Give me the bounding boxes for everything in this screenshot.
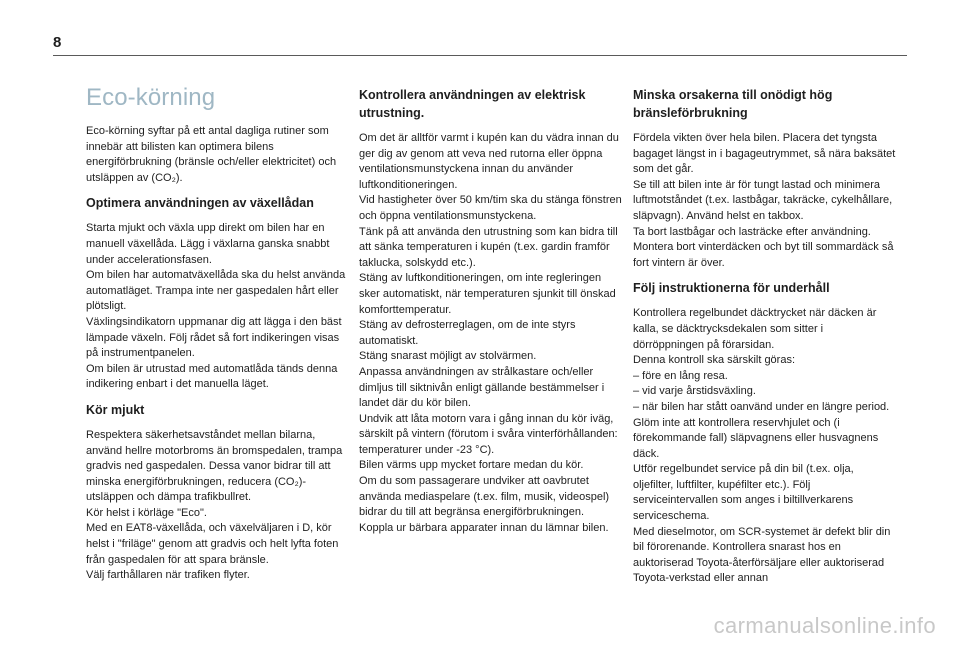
gearbox-heading: Optimera användningen av växellådan [86,196,314,211]
header-divider [53,55,907,56]
column-2 [359,82,622,544]
column-3 [633,82,896,595]
maintenance-paragraph: Kontrollera regelbundet däcktrycket när däcken är kalla, se däcktrycksdekalen som sitter i dörröppningen på förarsidan. Denna kontroll ska särskilt göras: – före en lång resa. – vid varje årstidsväxling. – när bilen har stått oanvänd under en längre period. Glöm inte att kontrollera reservhjulet och (i förekommande fall) släpvagnens eller husvagnens däck. Utför regelbundet service på din bil (t.ex. olja, oljefilter, luftfilter, kupéfilter etc.). Följ serviceintervallen som anges i biltillverkarens serviceschema. Med dieselmotor, om SCR-systemet är defekt blir din bil förorenande. Kontrollera snarast hos en auktoriserad Toyota-återförsäljare eller auktoriserad Toyota-verkstad eller annan [633,307,891,585]
smooth-driving-heading: Kör mjukt [86,402,145,417]
column-1 [86,82,349,592]
reduce-consumption-heading: Minska orsakerna till onödigt hög bränsleförbrukning [633,88,833,120]
smooth-driving-paragraph: Respektera säkerhetsavståndet mellan bilarna, använd hellre motorbroms än bromspedalen, trampa gradvis ned gaspedalen. Dessa vanor bidrar till att minska energiförbrukningen, reducera (CO₂)-utsläppen och dämpa trafikbullret. Kör helst i körläge "Eco". Med en EAT8-växellåda, och växelväljaren i D, kör helst i "friläge" genom att gradvis och helt lyfta foten från gaspedalen för att spara bränsle. Välj farthållaren när trafiken flyter. [86,428,343,582]
gearbox-paragraph: Starta mjukt och växla upp direkt om bilen har en manuell växellåda. Lägg i växlarna ganska snabbt under accelerationsfasen. Om bilen har automatväxellåda ska du helst använda automatläget. Trampa inte ner gaspedalen hårt eller plötsligt. Växlingsindikatorn uppmanar dig att lägga i den bäst lämpade växeln. Följ rådet så fort indikeringen visas på instrumentpanelen. Om bilen är utrustad med automatlåda tänds denna indikering enbart i det manuella läget. [86,222,346,391]
electrical-heading: Kontrollera användningen av elektrisk utrustning. [359,88,586,120]
reduce-consumption-paragraph: Fördela vikten över hela bilen. Placera det tyngsta bagaget längst in i bagageutrymmet, så nära baksätet som det går. Se till att bilen inte är för tungt lastad och minimera luftmotståndet (t.ex. lastbågar, takräcke, cykelhållare, släpvagn). Använd helst en takbox. Ta bort lastbågar och lasträcke efter användning. Montera bort vinterdäcken och byt till sommardäck så fort vintern är över. [633,132,896,269]
watermark: carmanualsonline.info [713,613,936,638]
intro-paragraph: Eco-körning syftar på ett antal dagliga rutiner som innebär att bilisten kan optimera bilens energiförbrukning (bränsle och/eller elektricitet) och utsläppen av (CO₂). [86,125,337,184]
maintenance-heading: Följ instruktionerna för underhåll [633,281,830,296]
page-title: Eco-körning [86,84,216,111]
page-number: 8 [53,34,62,51]
electrical-paragraph: Om det är alltför varmt i kupén kan du vädra innan du ger dig av genom att veva ned rutorna eller öppna ventilationsmunstyckena innan du använder luftkonditioneringen. Vid hastigheter över 50 km/tim ska du stänga fönstren och öppna ventilationsmunstyckena. Tänk på att använda den utrustning som kan bidra till att sänka temperaturen i kupén (t.ex. gardin framför takluckа, solskydd etc.). Stäng av luftkonditioneringen, om inte regleringen sker automatiskt, när temperaturen sjunkit till önskad komforttemperatur. Stäng av defrosterreglagen, om de inte styrs automatiskt. Stäng snarast möjligt av stolvärmen. Anpassa användningen av strålkastare och/eller dimljus till siktnivån enligt gällande bestämmelser i landet där du kör bilen. Undvik att låta motorn vara i gång innan du kör iväg, särskilt på vintern (förutom i svåra vinterförhållanden: temperaturer under -23 °C). Bilen värms upp mycket fortare medan du kör. Om du som passagerare undviker att oavbrutet använda mediaspelare (t.ex. film, musik, videospel) bidrar du till att begränsa energiförbrukningen. Koppla ur bärbara apparater innan du lämnar bilen. [359,132,622,534]
